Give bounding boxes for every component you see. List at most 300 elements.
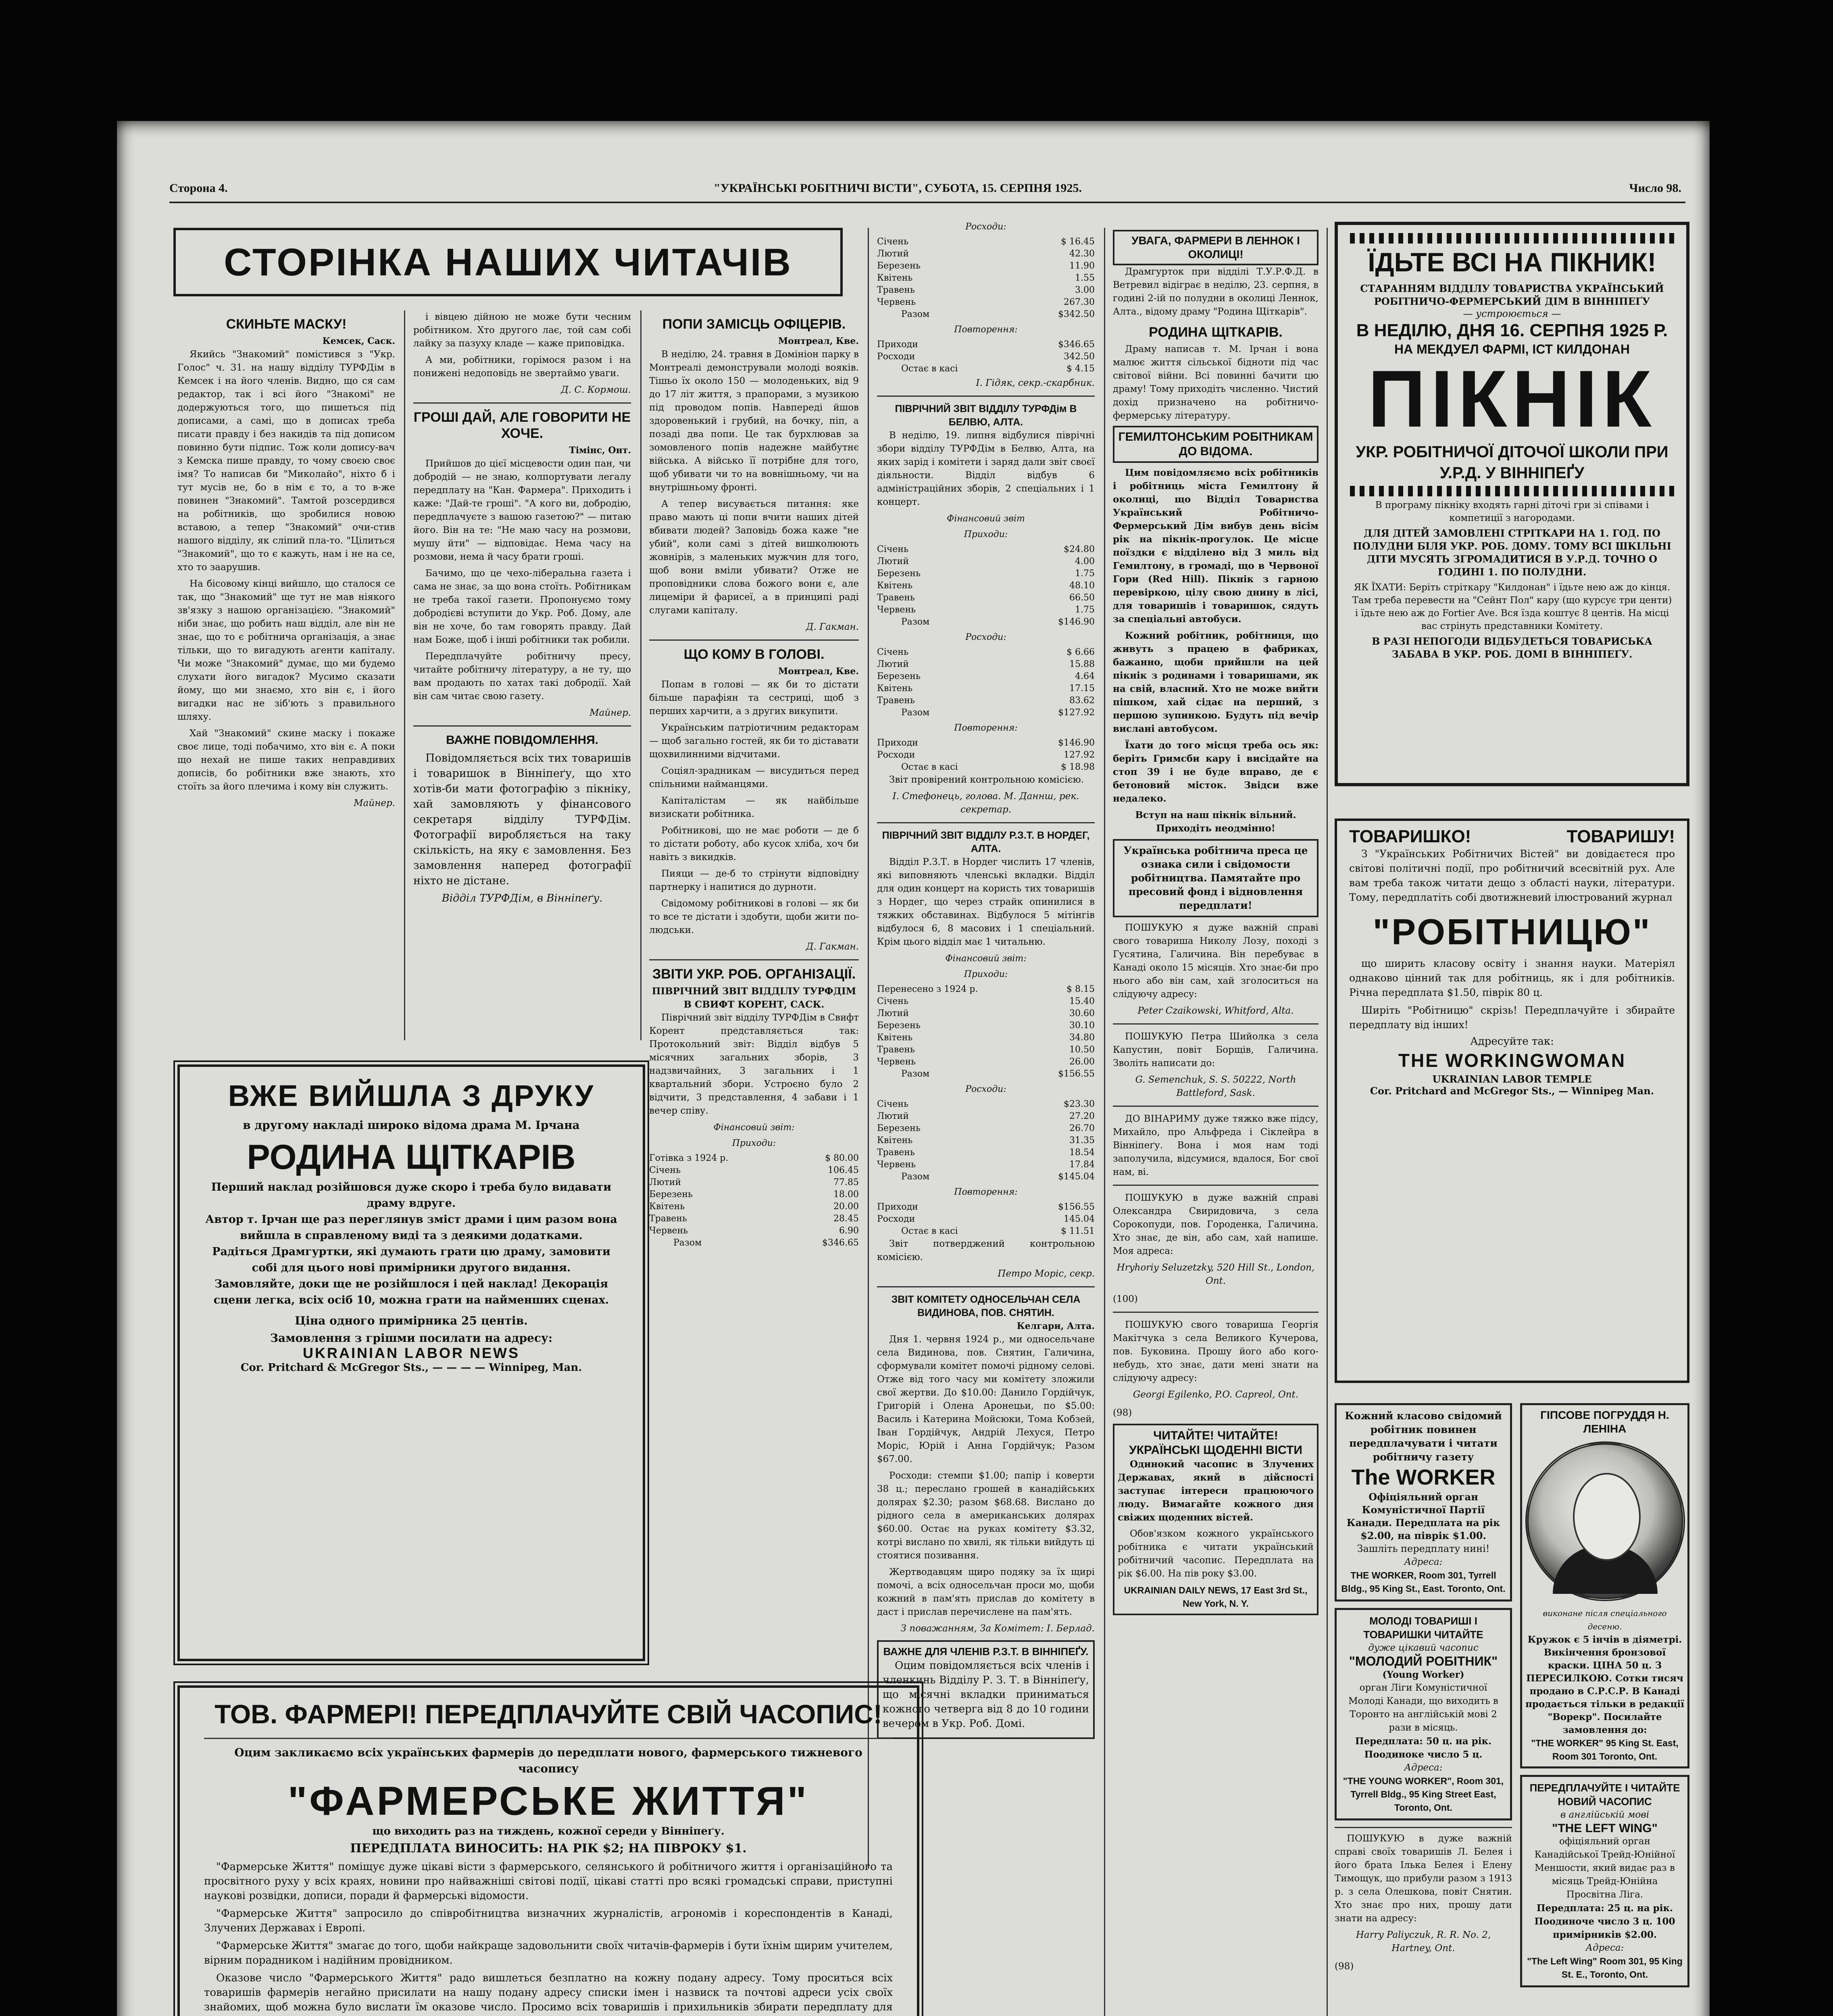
row-value: 1.75	[1075, 605, 1095, 615]
row-value: 3.00	[1075, 285, 1095, 295]
table-row	[877, 1135, 1095, 1147]
report-paragraph: Відділ Р.З.Т. в Нордег числить 17 членів, які виповняють членські вкладки. Відділ для один концерт на користь тих товаришів з Нордег, що через страйк опинилися в тяжких обставинах. Відбулося 5 мітінгів відбулося 6, 8 масових і 1 спеціальний. Крім цього відділ має 1 читальню.	[877, 857, 1095, 947]
row-label: Квітень	[877, 683, 913, 694]
row-value: $ 6.66	[1066, 647, 1095, 657]
search-signature: Harry Paliyczuk, R. R. No. 2, Hartney, Ont.	[1356, 1930, 1491, 1954]
column-rule	[640, 310, 642, 1040]
income-table	[649, 1152, 859, 1237]
notice-text: Оцим повідомляється всіх членів і членкинь Відділу Р. З. Т. в Вінніпеґу, що місячні вкладки приниматься кожного четверга від 8 до 10 години вечером в Укр. Роб. Домі.	[883, 1660, 1089, 1730]
column-rule	[1104, 228, 1105, 2016]
balance	[877, 761, 1095, 773]
row-label: Травень	[877, 1045, 915, 1055]
row-label: Квітень	[877, 273, 913, 283]
table-row	[877, 556, 1095, 568]
picnic-for: УКР. РОБІТНИЧОЇ ДІТОЧОЇ ШКОЛИ ПРИ У.Р.Д. У ВІННІПЕҐУ	[1356, 443, 1668, 482]
total-label: Разом	[673, 1238, 702, 1248]
row-value: 42.30	[1069, 249, 1095, 259]
article-paragraph: Якийсь "Знакомий" помістився з "Укр. Голос" ч. 31. на нашу відділу ТУРФДім в Кемсек і на його членів. Видно, що ся сам редактор, так і всі його "Знакомі" не додержуються того, що пишеться під дописами, а самі, що в дописах треба писати правду і без накидів та під дописом повинно бути підпис. Тож коли допису-вач з Кемска пише правду, то чому своєю своє імя? То написав би "Миколайо", ніхто б і тут мусів не, бо в нім є то, а то в-же повинен "Знакомий". Тамтой розсердився на робітників, що зробилися новою вставою, а тепер "Знакомий" очи-стив нашого відділу, як сліпий пла-то. "Цілиться "Знакомий", що то є кажуть, нам і не на се, хто то заарушив.	[177, 349, 395, 573]
row-label: Червень	[649, 1226, 688, 1236]
row-label: Січень	[877, 647, 909, 657]
table-row	[877, 658, 1095, 671]
row-label: Росходи	[877, 352, 915, 362]
search-notice: ДО ВІНАРИМУ дуже тяжко вже підсу, Михайло, про Альфреда і Сіклейра в Вінніпеґу. Вона і моя нам тоді заполучила, відсумися, вдалося, Бог свої нам, ві.	[1113, 1114, 1319, 1177]
column-2	[413, 310, 631, 1044]
row-value: 18.00	[833, 1189, 859, 1200]
divider	[1113, 1106, 1319, 1107]
row-label: Приходи	[877, 339, 918, 350]
picnic-text: ЯК ЇХАТИ: Беріть стріткару "Килдонан" і їдьте нею аж до кінця. Там треба перевести на "Сейнт Пол" кару (що курсує три центи) і їдьте нею аж до Fortier Ave. Вся їзда коштує 8 центів. На місці вас стрінуть представники Комітету.	[1352, 582, 1672, 631]
ad-price: Передплата: 25 ц. на рік. Поодиноче число 3 ц. 100 примірників $2.00.	[1534, 1903, 1675, 1940]
total-value: $156.55	[1058, 1069, 1095, 1079]
article-paragraph: А тепер висувається питання: яке право мають ці попи вчити наших дітей вбивати людей? Заповідь божа каже "не убий", коли самі з дітей вишколюють жовнірів, з маленьких мужчин для того, щоб вони вміли убивати? Отже не проповідники слова божого вони є, але лицеміри й фарисеї, а в принципі раді слугами капіталу.	[649, 499, 859, 616]
row-value: $ 80.00	[825, 1153, 859, 1163]
ad-sub: в другому накладі широко відома драма М. Ірчана	[243, 1118, 580, 1132]
article-place: Монтреал, Кве.	[778, 666, 859, 677]
row-label: Приходи	[877, 1202, 918, 1212]
divider	[1113, 1185, 1319, 1186]
robitnytsia-name: "РОБІТНИЦЮ"	[1373, 912, 1652, 952]
notice-title: ГЕМИЛТОНСЬКИМ РОБІТНИКАМ ДО ВІДОМА.	[1118, 430, 1313, 458]
balance	[877, 363, 1095, 375]
total-value: $346.65	[822, 1238, 859, 1248]
row-value: 26.70	[1069, 1123, 1095, 1133]
row-value: 31.35	[1069, 1135, 1095, 1145]
total-value: $146.90	[1058, 617, 1095, 627]
young-worker-en: (Young Worker)	[1382, 1669, 1464, 1680]
row-value: 20.00	[833, 1202, 859, 1212]
search-signature: G. Semenchuk, S. S. 50222, North Battleford, Sask.	[1135, 1075, 1296, 1098]
ad-title: ГІПСОВЕ ПОГРУДДЯ Н. ЛЕНІНА	[1540, 1409, 1669, 1435]
row-label: Січень	[877, 544, 909, 554]
row-value: 1.55	[1075, 273, 1095, 283]
table-row	[649, 1177, 859, 1189]
ad-text: Оказове число "Фармерського Життя" радо вишлеться безплатно на кожну подану адресу. Тому проситься всіх товаришів фармерів негайно присилати на нашу подану адресу списки імен і назвиск та почтові адреси усіх своїх знайомих, щоб можна було вислати їм оказове число. Просимо всіх товаришів і прихильників збирати передплату для	[204, 1972, 893, 2013]
table-row	[877, 1123, 1095, 1135]
row-value: 48.10	[1069, 581, 1095, 591]
notice-text: Драмгурток при відділі Т.У.Р.Ф.Д. в Ветревил відіграє в неділю, 23. серпня, в годині 2-ій по полудни в околиці Леннок, Алта., відому драму "Родина Щіткарів".	[1113, 267, 1319, 317]
income-table	[877, 983, 1095, 1068]
report-signature: І. Стефонець, голова. М. Даннш, рек. секретар.	[892, 791, 1079, 815]
picnic-arranged: — устроюється —	[1463, 308, 1561, 319]
row-value: 66.50	[1069, 593, 1095, 603]
row-label: Березень	[877, 1020, 921, 1031]
worker-ad	[1335, 1403, 1512, 1602]
expenses-table	[877, 646, 1095, 707]
row-label: Лютий	[649, 1177, 681, 1187]
notice-text: Кожний робітник, робітниця, що живуть з працею в фабриках, бажанно, щоби прийшли на цей пікнік з родинами і товаришами, як на свій, власний. Хто не може вийти пішком, хай сідає на перший, з першою зупинкою. Будуть під вечір вислані автобусом.	[1113, 630, 1319, 734]
ad-title: ЧИТАЙТЕ! ЧИТАЙТЕ! УКРАЇНСЬКІ ЩОДЕННІ ВІСТИ	[1129, 1429, 1302, 1457]
table-row	[649, 1164, 859, 1177]
article-paragraph: Попам в голові — як би то дістати більше парафіян та сестрицi, щоб з перших харчити, а з других викупити.	[649, 679, 859, 716]
table-row	[877, 248, 1095, 260]
row-label: Червень	[877, 605, 916, 615]
table-row	[877, 1159, 1095, 1171]
row-value: 4.00	[1075, 556, 1095, 566]
article-paragraph: Пияци — де-б то стрінути відповідну партнерку і напитися до дурноти.	[649, 868, 859, 892]
picnic-text: В програму пікніку входять гарні діточі гри зі співами і компетиції з нагородами.	[1375, 500, 1649, 523]
article-place: Кемсек, Саск.	[322, 336, 395, 346]
table-row	[649, 1201, 859, 1213]
notice-title: УВАГА, ФАРМЕРИ В ЛЕННОК І ОКОЛИЦІ!	[1131, 234, 1300, 260]
ad-text: офіціяльний орган Канадійської Трейд-Юнійної Меншости, який видає раз в місяць Трейд-Юнійна Просвітна Ліга.	[1534, 1836, 1675, 1900]
expenses-table	[877, 236, 1095, 308]
article-paragraph: В неділю, 24. травня в Домініон парку в Монтреалі демонстрували молоді вояків. Тішьо їх около 150 — молоденьких, від 9 до 17 літ життя, з прапорами, з музикою під проводом попів. Навпереді йшов здоровенький і грубий, на бочку, піп, а позаді два попи. Це так бурхлював за зомовленого попів надежне майбутнє війська. А військо її потрібне для того, щоб убивати чи то на вовнішньому, чи на внутрішньому фронті.	[649, 349, 859, 493]
search-box	[1335, 1827, 1512, 1973]
page-number: Сторона 4.	[169, 181, 228, 195]
table-row	[877, 1008, 1095, 1020]
row-value: $ 8.15	[1066, 984, 1095, 994]
expenses-table	[877, 1098, 1095, 1171]
column-6a	[1335, 1403, 1512, 2016]
column-3	[649, 310, 859, 1762]
article-place: Келгари, Алта.	[1016, 1321, 1095, 1331]
row-label: Готівка з 1924 р.	[649, 1153, 729, 1163]
row-label: Січень	[649, 1165, 681, 1175]
row-value: 11.90	[1069, 261, 1095, 271]
farmers-life-body	[204, 1860, 893, 2016]
search-number: (98)	[1335, 1961, 1354, 1972]
row-value: 17.15	[1069, 683, 1095, 694]
column-rule	[868, 228, 869, 1869]
robitnytsia-body	[1349, 847, 1675, 908]
article-title: ЩО КОМУ В ГОЛОВІ.	[683, 647, 825, 662]
article-paragraph: А ми, робітники, горімося разом і на понижені недоповідь не звертаймо уваги.	[413, 355, 631, 379]
ad-address: UKRAINIAN DAILY NEWS, 17 East 3rd St., New York, N. Y.	[1124, 1585, 1308, 1609]
row-label: Квітень	[877, 1135, 913, 1145]
hamilton-title-box	[1113, 426, 1319, 463]
total-value: $145.04	[1058, 1172, 1095, 1182]
article-paragraph: Передплачуйте робітничу пресу, читайте робітничу літературу, а не ту, що вам продають по хатах такі добродії. Хай він сам читає свою газету.	[413, 651, 631, 702]
notice-title: ВАЖНЕ ПОВІДОМЛЕННЯ.	[446, 733, 598, 747]
column-rule	[404, 310, 405, 1040]
header-rule	[169, 202, 1685, 203]
row-label: Березень	[877, 569, 921, 579]
row-label: Квітень	[877, 581, 913, 591]
row-value: 15.88	[1069, 659, 1095, 669]
row-label: Травень	[877, 593, 915, 603]
ad-price: Передплата: 50 ц. на рік. Поодиноке число 5 ц.	[1355, 1736, 1492, 1760]
portrait-face	[1573, 1473, 1641, 1561]
picnic-title: ЇДЬТЕ ВСІ НА ПІКНИК!	[1368, 247, 1656, 277]
row-value: 30.10	[1069, 1020, 1095, 1031]
address-line: THE WORKINGWOMAN	[1398, 1050, 1626, 1071]
table-row	[877, 351, 1095, 363]
issue-number: Число 98.	[1629, 181, 1681, 195]
article-place: Монтреал, Кве.	[778, 336, 859, 346]
table-row	[649, 1225, 859, 1237]
row-value: $ 16.45	[1061, 237, 1095, 247]
report-title: ПІВРІЧНИЙ ЗВІТ ВІДДІЛУ ТУРФДім В БЕЛВЮ, АЛТА.	[895, 403, 1077, 428]
table-row	[877, 749, 1095, 761]
row-value: 4.64	[1075, 671, 1095, 681]
row-label: Березень	[877, 261, 921, 271]
address-line: UKRAINIAN LABOR NEWS	[303, 1345, 520, 1361]
divider	[413, 402, 631, 404]
readers-banner	[173, 228, 843, 296]
row-value: $146.90	[1058, 738, 1095, 748]
ad-price: ПЕРЕДПЛАТА ВИНОСИТЬ: НА РІК $2; НА ПІВРОКУ $1.	[350, 1841, 747, 1856]
ad-text: Автор т. Ірчан ще раз переглянув зміст драми і цим разом вона вийшла в справленому виді та з деякими додатками.	[205, 1213, 617, 1242]
greeting-right: ТОВАРИШУ!	[1566, 827, 1675, 846]
press-appeal-box	[1113, 839, 1319, 917]
row-value: 26.00	[1069, 1057, 1095, 1067]
row-value: $346.65	[1058, 339, 1095, 350]
total-value: $127.92	[1058, 708, 1095, 718]
border-ornament	[1350, 233, 1674, 244]
search-notice: ПОШУКУЮ свого товариша Георгія Макітчука з села Великого Кучерова, пов. Буковина. Прошу його або кого-небудь, хто знає, дати мені знати на слідуючу адресу:	[1113, 1320, 1319, 1383]
total-label: Разом	[901, 617, 930, 627]
row-value: 145.04	[1064, 1214, 1095, 1224]
ad-title: ПЕРЕДПЛАЧУЙТЕ І ЧИТАЙТЕ НОВИЙ ЧАСОПИС	[1529, 1782, 1680, 1808]
income-table	[877, 544, 1095, 616]
row-value: 17.84	[1069, 1160, 1095, 1170]
row-label: Травень	[877, 696, 915, 706]
table-row	[877, 1098, 1095, 1110]
report-note: Звіт потверджений контрольною комісією.	[877, 1239, 1095, 1262]
notice-signature: Відділ ТУРФДім, в Вінніпеґу.	[442, 892, 603, 904]
row-label: Травень	[877, 1148, 915, 1158]
table-row	[877, 1147, 1095, 1159]
table-row	[649, 1213, 859, 1225]
ad-sub: дуже цікавий часопис	[1368, 1643, 1479, 1653]
row-label: Лютий	[877, 1111, 909, 1121]
address-line: Cor. Pritchard & McGregor Sts., — — — — Winnipeg, Man.	[240, 1362, 582, 1374]
table-row	[877, 236, 1095, 248]
table-row	[877, 683, 1095, 695]
search-notice: ПОШУКУЮ я дуже важній справі свого товариша Николу Лозу, поході з Гусятина, Галичина. Він перебуває в Канаді около 15 місяців. Хто знає-би про нього або він сам, хай зголоситься на слідуючу адресу:	[1113, 923, 1319, 1000]
table-row	[877, 983, 1095, 996]
article-paragraph: і вівцею дійною не може бути чесним робітником. Хто другого лає, той сам собі лайку за пазуху кладе — каже приповідка.	[413, 312, 631, 349]
portrait-caption: виконане після спеціального десеню.	[1543, 1608, 1667, 1631]
row-value: 83.62	[1069, 696, 1095, 706]
expenses-title: Росходи:	[965, 632, 1006, 642]
report-signature: З поважанням, За Комітет: І. Берлад.	[900, 1623, 1095, 1634]
row-value: 10.50	[1069, 1045, 1095, 1055]
ad-text: Кружок є 5 інчів в діяметрі. Викінчення бронзової краски. ЦІНА 50 ц. З ПЕРЕСИЛКОЮ. Сотки тисяч продано в С.Р.С.Р. В Канаді продається тільки в редакції "Ворекр". Посилайте замовлення до:	[1525, 1634, 1684, 1735]
table-row	[877, 1056, 1095, 1068]
table-row	[877, 1020, 1095, 1032]
search-notice: ПОШУКУЮ Петра Шийолка з села Капустин, повіт Борщів, Галичина. Зволіть написати до:	[1113, 1031, 1319, 1068]
row-label: Лютий	[877, 556, 909, 566]
table-row	[877, 646, 1095, 658]
ad-text: Перший наклад розійшовся дуже скоро і треба було видавати драму вдруге.	[211, 1181, 612, 1210]
divider	[649, 959, 859, 960]
fin-title: Фінансовий звіт:	[713, 1123, 795, 1133]
row-label: Червень	[877, 1057, 916, 1067]
table-row	[877, 1110, 1095, 1123]
article-place: Тімінс, Онт.	[569, 445, 631, 456]
balance-value: $ 18.98	[1061, 762, 1095, 772]
row-label: Росходи	[877, 1214, 915, 1224]
article-paragraph: Українським патріотичним редакторам — щоб загально гостей, як би то діставати щохвилинними відчитами.	[649, 723, 859, 760]
row-label: Лютий	[877, 1008, 909, 1018]
farmers-life-name: "ФАРМЕРСЬКЕ ЖИТТЯ"	[287, 1779, 809, 1824]
row-value: 1.75	[1075, 569, 1095, 579]
row-label: Січень	[877, 1099, 909, 1109]
border-ornament	[1350, 486, 1674, 496]
row-label: Квітень	[877, 1033, 913, 1043]
row-label: Травень	[649, 1214, 687, 1224]
report-title: ЗВІТ КОМІТЕТУ ОДНОСЕЛЬЧАН СЕЛА ВИДИНОВА, ПОВ. СНЯТИН.	[891, 1294, 1081, 1318]
report-title: ПІВРІЧНИЙ ЗВІТ ВІДДІЛУ ТУРФДІМ В СВИФТ КОРЕНТ, САСК.	[652, 986, 856, 1010]
greeting-left: ТОВАРИШКО!	[1349, 827, 1471, 846]
column-6b	[1520, 1403, 1689, 2016]
article-paragraph: Прийшов до цієї місцевости один пан, чи добродій — не знаю, колпортувати легалу передплату на "Кан. Фармера". Приходить і каже: "Дай-те гроші". "А кого ви, добродію, передплачуєте з вашою газетою?" — питаю його. Він на те: "Не маю часу на розмови, мушу йти" — відповідає. Нема часу на розмови, нема й часу брати гроші.	[413, 458, 631, 562]
address-line: "The Left Wing" Room 301, 95 King St. E., Toronto, Ont.	[1527, 1956, 1683, 1980]
table-row	[877, 604, 1095, 616]
table-row	[877, 339, 1095, 351]
divider	[1113, 1023, 1319, 1025]
picnic-date: В НЕДІЛЮ, ДНЯ 16. СЕРПНЯ 1925 Р.	[1356, 321, 1668, 340]
notice-title: ВАЖНЕ ДЛЯ ЧЛЕНІВ Р.З.Т. В ВІННІПЕҐУ.	[883, 1645, 1089, 1658]
address-label: Адресуйте так:	[1470, 1035, 1554, 1048]
balance	[877, 1225, 1095, 1237]
row-label: Росходи	[877, 750, 915, 760]
ad-text: Кожний класово свідомий робітник повинен передплачувати і читати робітничу газету	[1345, 1410, 1502, 1463]
article-signature: Майнер.	[589, 708, 631, 718]
row-value: 30.60	[1069, 1008, 1095, 1018]
left-wing-ad	[1520, 1775, 1689, 1987]
masthead-title: "УКРАЇНСЬКІ РОБІТНИЧІ ВІСТИ", СУБОТА, 15. СЕРПНЯ 1925.	[714, 181, 1082, 195]
article-signature: Д. С. Кормош.	[561, 385, 631, 395]
table-row	[877, 1213, 1095, 1225]
row-value: $24.80	[1064, 544, 1095, 554]
article-paragraph: Робітникові, що не має роботи — де б то дістати роботу, або кусок хліба, хоч би навіть з викидків.	[649, 825, 859, 862]
search-number: (98)	[1113, 1408, 1132, 1418]
repeat-title: Повторення:	[954, 325, 1018, 335]
total-label: Разом	[901, 708, 930, 718]
robitnytsia-header	[1349, 827, 1675, 847]
search-signature: Hryhoriy Seluzetzky, 520 Hill St., London, Ont.	[1116, 1262, 1315, 1286]
notice-text: Драму написав т. М. Ірчан і вона малює життя сільської бідноти під час світової війни. Всі повинні бачити цю драму! Тому приходіть численно. Чистий дохід призначено на робітничо-фермерську літературу.	[1113, 344, 1319, 421]
article-title: ГРОШІ ДАЙ, АЛЕ ГОВОРИТИ НЕ ХОЧЕ.	[413, 410, 631, 441]
row-value: 267.30	[1064, 297, 1095, 307]
divider	[649, 639, 859, 641]
report-title: ПІВРІЧНИЙ ЗВІТ ВІДДІЛУ Р.З.Т. В НОРДЕГ, АЛТА.	[882, 830, 1090, 854]
search-number: (100)	[1113, 1294, 1138, 1304]
report-note: Звіт провірений контрольною комісією.	[889, 775, 1084, 785]
article-signature: Д. Гакман.	[806, 622, 859, 632]
row-label: Перенесено з 1924 р.	[877, 984, 978, 994]
column-rule	[1327, 228, 1328, 2016]
expenses-title: Росходи:	[965, 222, 1006, 232]
picnic-text: ДЛЯ ДІТЕЙ ЗАМОВЛЕНІ СТРІТКАРИ НА 1. ГОД. ПО ПОЛУДНИ БІЛЯ УКР. РОБ. ДОМУ. ТОМУ ВСІ ШКІЛЬНІ ДІТИ МУСЯТЬ ЗГРОМАДИТИСЯ В У.Р.Д. ТОЧНО О ГОДИНІ 1. ПО ПОЛУДНИ.	[1353, 527, 1671, 578]
row-label: Березень	[649, 1189, 693, 1200]
divider	[413, 725, 631, 727]
repeat-table	[877, 339, 1095, 363]
ad-text: "Фармерське Життя" запросило до співробітництва визначних журналістів, агрономів і кореспондентів в Канаді, Злучених Державах і Европі.	[204, 1908, 893, 1934]
row-label: Приходи	[877, 738, 918, 748]
balance-value: $ 11.51	[1061, 1226, 1095, 1236]
table-row	[877, 1044, 1095, 1056]
address-label: Адреса:	[1404, 1557, 1443, 1567]
report-paragraph: Росходи: стемпи $1.00; папір і коверти 38 ц.; переслано грошей в канадійських долярах $2.30; разом $68.68. Вислано до рідного села в американських долярах $60.00. Остає на руках комітету $3.32, котрі вислано по хвилі, як тільки вийдуть ці стоятися позивання.	[877, 1470, 1095, 1561]
table-row	[877, 580, 1095, 592]
table-row	[877, 568, 1095, 580]
column-1	[177, 310, 395, 1044]
row-label: Травень	[877, 285, 915, 295]
row-label: Березень	[877, 1123, 921, 1133]
ad-text: Ширіть "Робітницю" скрізь! Передплачуйте і збирайте передплату від інших!	[1349, 1004, 1675, 1031]
picnic-location: НА МЕКДУЕЛ ФАРМІ, ІСТ КИЛДОНАН	[1394, 342, 1630, 356]
divider	[877, 396, 1095, 397]
report-paragraph: Жертводавцям щиро подяку за їх щирі помочі, а всіх односельчан проси мо, щоби кожний в пам'ять прислав до комітету в даст і прислав перечислене на пам'ять.	[877, 1567, 1095, 1617]
article-signature: Майнер.	[354, 798, 395, 808]
repeat-title: Повторення:	[954, 723, 1018, 733]
article-paragraph: Свідомому робітникові в голові — як би то все те дістати і здобути, щоби жити по-людськи.	[649, 898, 859, 935]
ad-text: Офіціяльний орган Комуністичної Партії Канади. Передплата на рік $2.00, на піврік $1.00.	[1346, 1491, 1500, 1541]
table-row	[877, 1032, 1095, 1044]
ad-sub: в англійській мові	[1560, 1810, 1650, 1820]
table-row	[877, 284, 1095, 296]
ad-text: "Фармерське Життя" змагає до того, щоби найкраще задовольнити своїх читачів-фармерів і бути їхнім щирим учителем, вірним порадником і надійним провідником.	[204, 1940, 893, 1966]
row-value: 77.85	[833, 1177, 859, 1187]
row-value: 28.45	[833, 1214, 859, 1224]
income-total	[649, 1237, 859, 1249]
row-value: $156.55	[1058, 1202, 1095, 1212]
farmers-notice	[1113, 230, 1319, 265]
row-label: Січень	[877, 237, 909, 247]
table-row	[877, 296, 1095, 308]
lenin-bust-ad	[1520, 1403, 1689, 1768]
picnic-headline: ПІКНІК	[1368, 354, 1656, 444]
divider	[877, 1286, 1095, 1287]
notice-bold: Вступ на наш пікнік вільний. Приходіть неодмінно!	[1135, 810, 1296, 834]
search-signature: Peter Czaikowski, Whitford, Alta.	[1137, 1006, 1294, 1016]
left-wing-name: "THE LEFT WING"	[1552, 1822, 1658, 1835]
row-value: 6.90	[839, 1226, 859, 1236]
table-row	[877, 996, 1095, 1008]
article-paragraph: Бачимо, що це чехо-ліберальна газета і сама не знає, за що вона стоїть. Робітникам не треба такої газети. Пропонуємо тому добродієві вступити до Укр. Роб. Дому, але він не хоче, бо там говорять правду. Дай нам Боже, щоб і інші робітники так робили.	[413, 568, 631, 645]
table-row	[877, 544, 1095, 556]
ad-sub: Оцим закликаємо всіх українських фармерів до передплати нового, фармерського тижневого часопису	[234, 1746, 862, 1775]
income-title: Приходи:	[964, 529, 1008, 539]
ad-text: Обов'язком кожного українського робітника є читати український робітничий часопис. Передплата на рік $6.00. На пів року $3.00.	[1118, 1529, 1314, 1579]
table-row	[877, 1201, 1095, 1213]
article-paragraph: Хай "Знакомий" скине маску і покаже своє лице, тоді побачимо, хто він є. А поки що нехай не пише таких неправдивих дописів, бо робітники вже знають, хто стоїть за його плечима і кому він служить.	[177, 728, 395, 792]
report-signature: І. Гідяк, секр.-скарбник.	[976, 378, 1095, 388]
picnic-ad	[1335, 222, 1689, 786]
total-value: $342.50	[1058, 309, 1095, 319]
robitnytsia-ad	[1335, 818, 1689, 1383]
ad-order: Замовлення з грішми посилати на адресу:	[270, 1331, 553, 1345]
table-row	[877, 737, 1095, 749]
repeat-table	[877, 1201, 1095, 1225]
notice-text: Повідомляється всіх тих товаришів і товаришок в Вінніпеґу, що хто хотів-би мати фотографію з пікніку, хай замовляють у фінансового секретаря відділу ТУРФДім. Фотографії виробляється на таку скількість, на яку є замовлення. Без замовлення наперед фотографії ніхто не дістане.	[413, 752, 631, 887]
row-label: Червень	[877, 297, 916, 307]
table-row	[877, 695, 1095, 707]
notice-text: Цим повідомляємо всіх робітників і робітниць міста Гемилтону й околиці, що Відділ Товариства Український Робітничо-Фермерський Дім вибув день вісім рік на пікнік-прогулок. Це місце поїздки є відділено від 3 миль від Гемилтону, в громаді, що в Червоної Гори (Red Hill). Пікнік з гарною перевіркою, цілу свою днину в лісі, для товаришів і товаришок, сядуть за спеціальні автобуси.	[1113, 467, 1319, 625]
row-value: 342.50	[1064, 352, 1095, 362]
article-paragraph: Капіталістам — як найбільше визискати робітника.	[649, 796, 859, 819]
repeat-table	[877, 737, 1095, 761]
farmers-life-ad	[177, 1685, 919, 2016]
search-signature: Georgi Egilenko, P.O. Capreol, Ont.	[1133, 1389, 1299, 1400]
total-label: Разом	[901, 1172, 930, 1182]
income-title: Приходи:	[732, 1138, 776, 1148]
address-label: Адреса:	[1585, 1943, 1624, 1953]
young-worker-name: "МОЛОДИЙ РОБІТНИК"	[1349, 1654, 1498, 1668]
balance-label: Остає в касі	[901, 762, 958, 772]
drama-title: РОДИНА ЩІТКАРІВ.	[1149, 325, 1283, 340]
press-appeal: Українська робітнича преса це ознака сили і свідомости робітництва. Памятайте про пресовий фонд і відновлення передплати!	[1123, 845, 1308, 911]
fin-title: Фінансовий звіт	[947, 514, 1025, 524]
young-worker-ad	[1335, 1608, 1512, 1820]
divider	[204, 1738, 893, 1739]
row-value: $23.30	[1064, 1099, 1095, 1109]
ad-text: Радіться Драмгуртки, які думають грати цю драму, замовити собі для цього нові примірники другого видання.	[212, 1245, 610, 1274]
row-value: 106.45	[828, 1165, 859, 1175]
